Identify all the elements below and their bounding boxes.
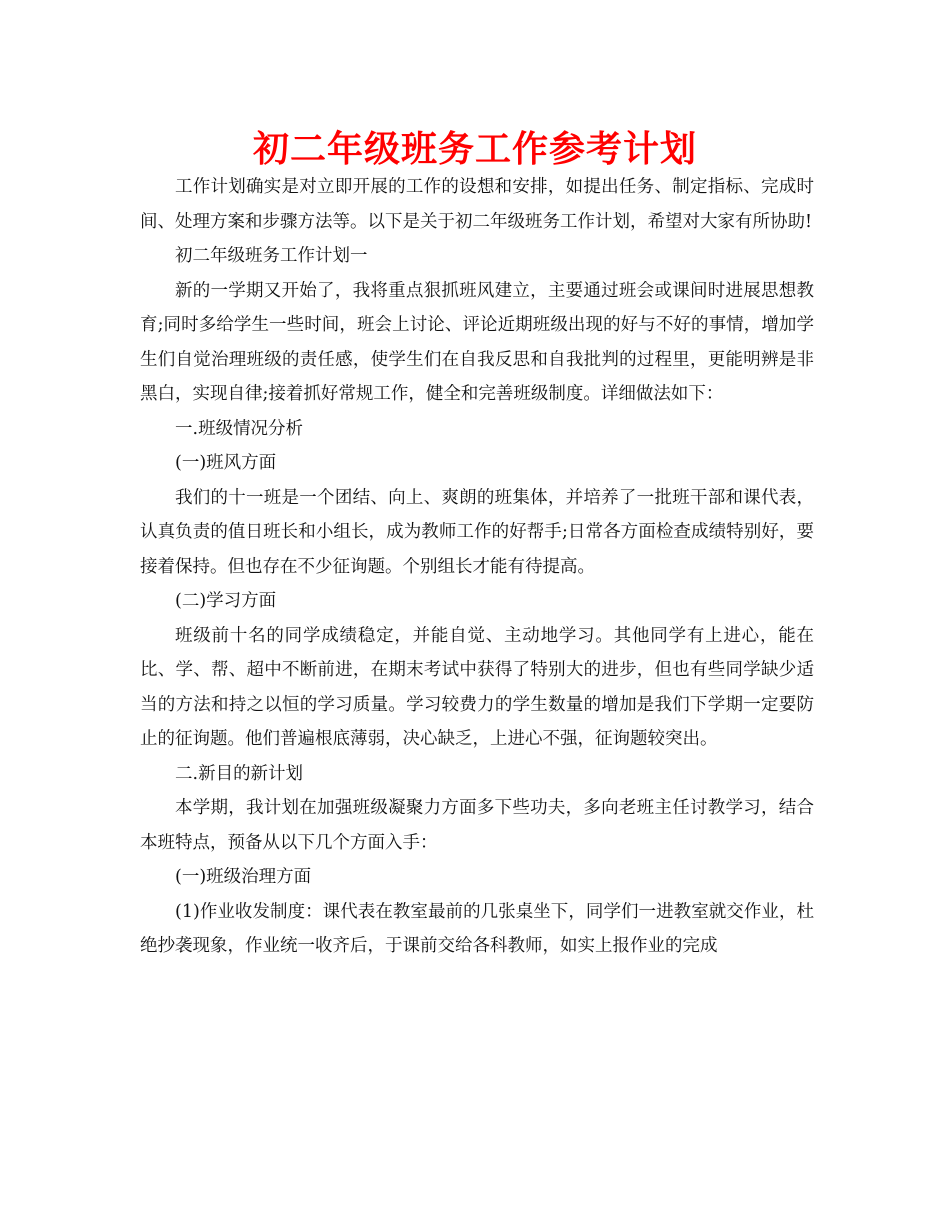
paragraph-study: 班级前十名的同学成绩稳定，并能自觉、主动地学习。其他同学有上进心，能在比、学、帮、超中不断前进，在期末考试中获得了特别大的进步，但也有些同学缺少适当的方法和持之以恒的学习质量。学习较费力的学生数量的增加是我们下学期一定要防止的征询题。他们普遍根底薄弱，决心缺乏，上进心不强，征询题较突出。 <box>140 625 814 749</box>
paragraph-homework-system: (1)作业收发制度：课代表在教室最前的几张桌坐下，同学们一进教室就交作业，杜绝抄袭现象，作业统一收齐后，于课前交给各科教师，如实上报作业的完成 <box>140 901 814 956</box>
subsection-heading-class-management: (一)班级治理方面 <box>175 867 312 887</box>
section-heading-new-goals: 二.新目的新计划 <box>175 763 304 784</box>
paragraph-class-spirit: 我们的十一班是一个团结、向上、爽朗的班集体，并培养了一批班干部和课代表，认真负责的值日班长和小组长，成为教师工作的好帮手;日常各方面检查成绩特别好，要接着保持。但也存在不少征询题。个别组长才能有待提高。 <box>140 487 814 577</box>
document-title: 初二年级班务工作参考计划 <box>252 128 697 170</box>
subsection-heading-class-spirit: (一)班风方面 <box>175 453 277 473</box>
section-heading-class-analysis: 一.班级情况分析 <box>175 418 304 439</box>
document-body <box>140 170 814 964</box>
section-heading-plan-one: 初二年级班务工作计划一 <box>175 246 368 266</box>
paragraph-new-goals: 本学期，我计划在加强班级凝聚力方面多下些功夫，多向老班主任讨教学习，结合本班特点，预备从以下几个方面入手： <box>140 798 814 853</box>
subsection-heading-study: (二)学习方面 <box>175 591 277 611</box>
paragraph-intro: 工作计划确实是对立即开展的工作的设想和安排，如提出任务、制定指标、完成时间、处理方案和步骤方法等。以下是关于初二年级班务工作计划，希望对大家有所协助! <box>140 177 814 232</box>
paragraph-plan-one-overview: 新的一学期又开始了，我将重点狠抓班风建立，主要通过班会或课间时进展思想教育;同时多给学生一些时间，班会上讨论、评论近期班级出现的好与不好的事情，增加学生们自觉治理班级的责任感，使学生们在自我反思和自我批判的过程里，更能明辨是非黑白，实现自律;接着抓好常规工作，健全和完善班级制度。详细做法如下： <box>140 280 814 404</box>
